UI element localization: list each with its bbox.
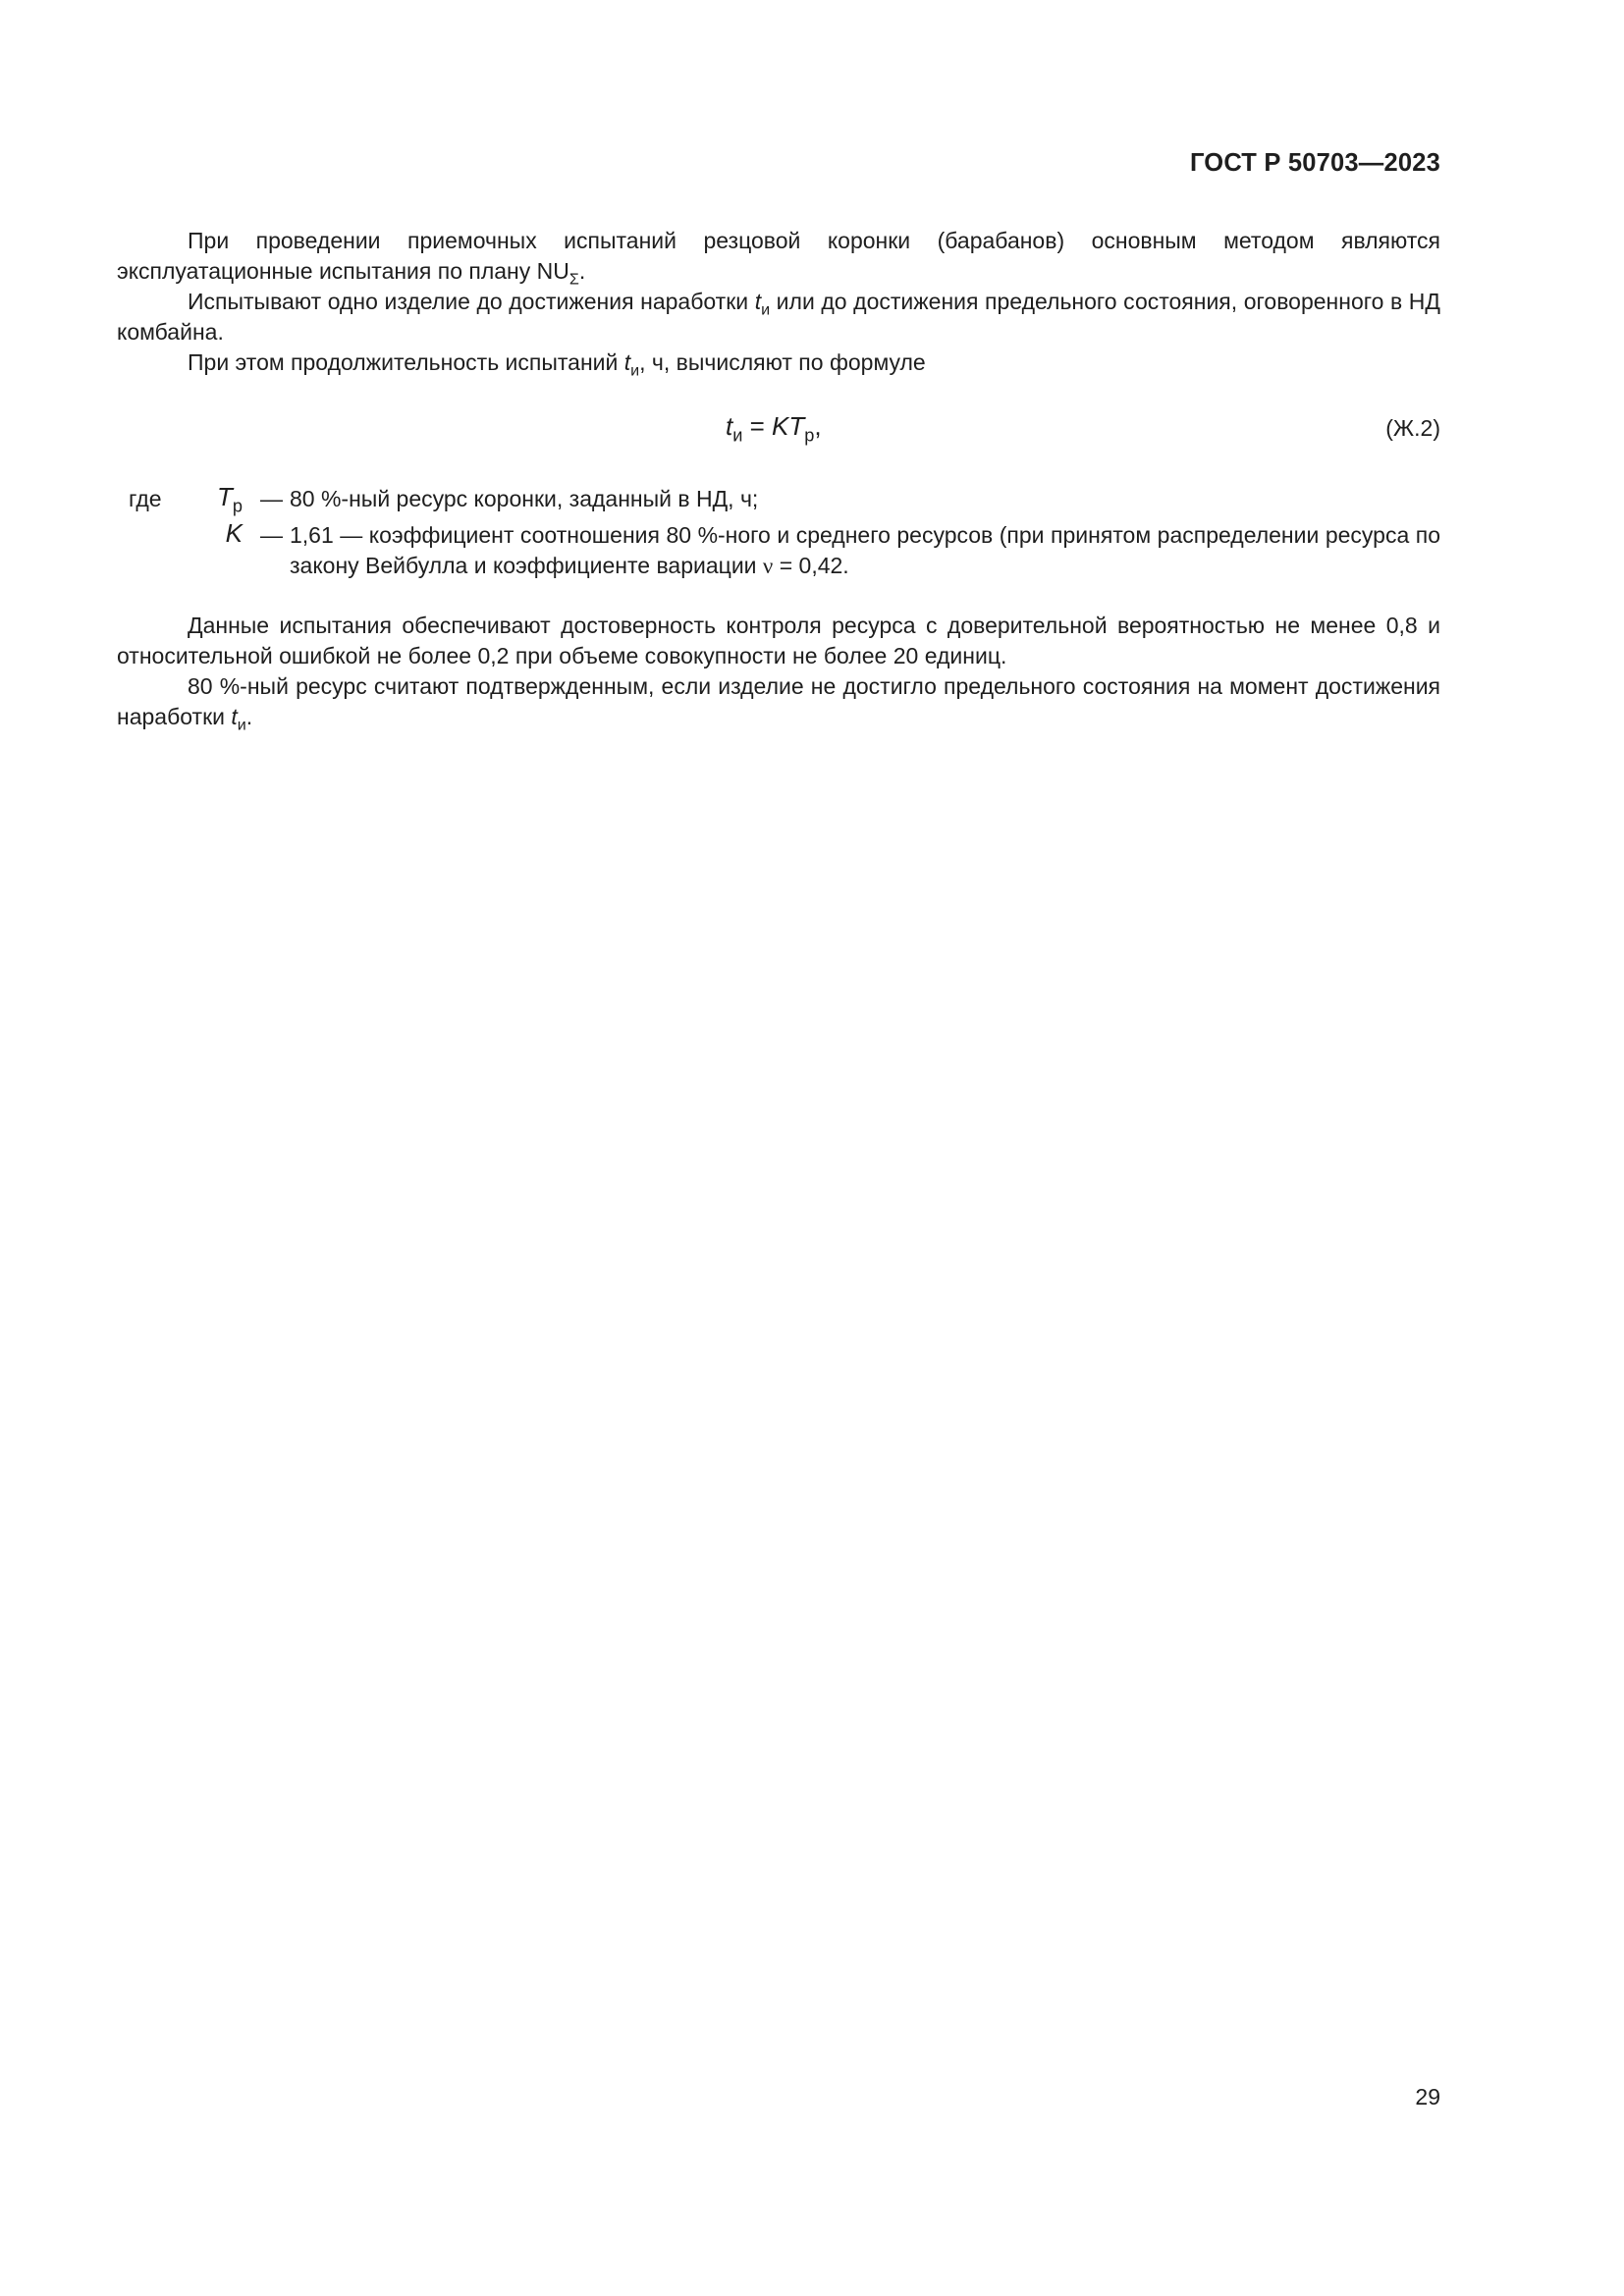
legend-dash: — — [260, 522, 283, 548]
formula-row — [117, 403, 1440, 464]
page-number: 29 — [1415, 2084, 1440, 2109]
paragraph-confirmation: 80 %-ный ресурс считают подтвержденным, если изделие не достигло предельного состояния на момент достижения наработки $t_и$. — [117, 673, 1440, 734]
legend-symbol: $T_р$ — [216, 482, 243, 516]
legend-symbol: K — [225, 518, 243, 548]
body-text — [117, 226, 1440, 732]
paragraph-test-duration: При этом продолжительность испытаний $t_и$, ч, вычисляют по формуле — [188, 349, 926, 380]
standard-header: ГОСТ Р 50703—2023 — [1189, 149, 1440, 177]
formula-number: (Ж.2) — [1385, 415, 1440, 441]
paragraph-acceptance-tests: При проведении приемочных испытаний резцовой коронки (барабанов) основным методом являются эксплуатационные испытания по плану $NU_\Sigma$. — [117, 228, 1440, 289]
paragraph-reliability: Данные испытания обеспечивают достоверность контроля ресурса с доверительной вероятностью не менее 0,8 и относительной ошибкой не более 0,2 при объеме совокупности не более 20 единиц. — [117, 613, 1440, 668]
paragraph-test-item: Испытывают одно изделие до достижения наработки $t_и$ или до достижения предельного состояния, оговоренного в НД комбайна. — [117, 289, 1440, 345]
legend-item-resource — [129, 484, 1440, 514]
legend-description: 80 %-ный ресурс коронки, заданный в НД, ч; — [290, 486, 759, 511]
legend-item-coefficient — [129, 520, 1440, 581]
formula: $t_и = KT_р$, — [726, 411, 822, 446]
legend-dash: — — [260, 486, 283, 511]
formula-legend — [129, 484, 1440, 581]
legend-description: 1,61 — коэффициент соотношения 80 %-ного и среднего ресурсов (при принятом распределении ресурса по закону Вейбулла и коэффициенте вариации ν = 0,42. — [290, 522, 1440, 578]
legend-where-label: где — [129, 486, 162, 511]
